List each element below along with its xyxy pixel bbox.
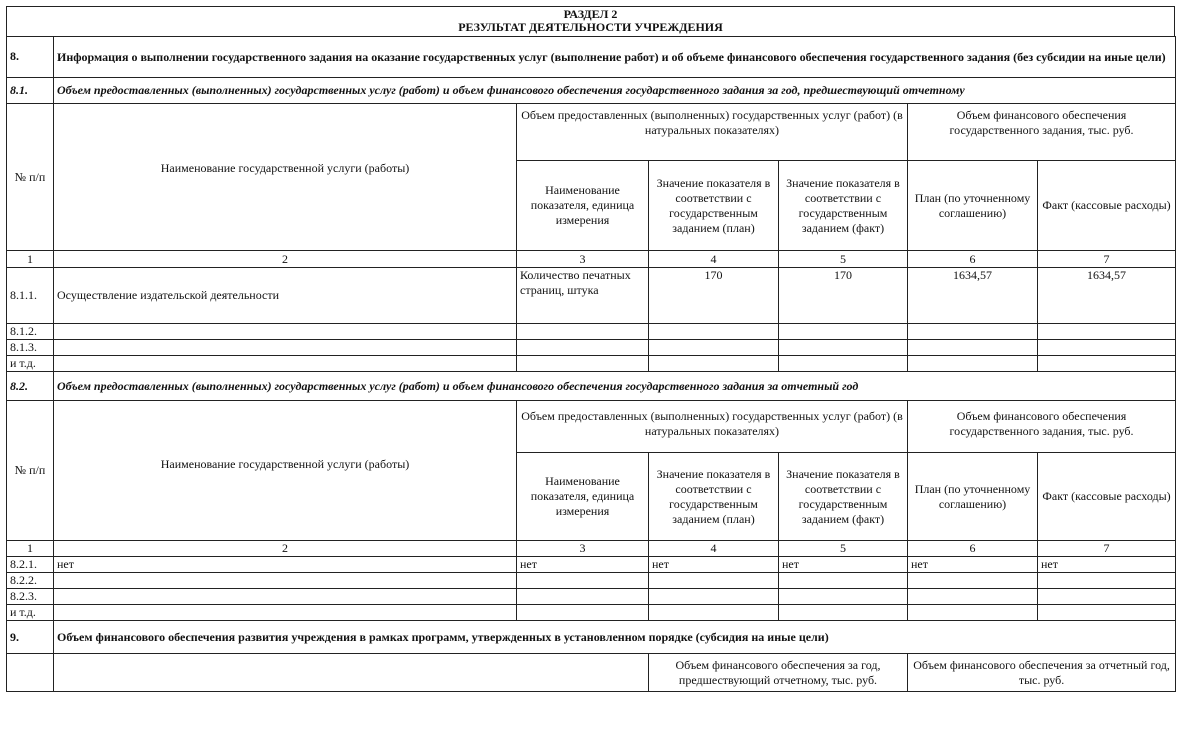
table-row — [7, 356, 1176, 372]
service-name — [54, 573, 517, 589]
table-row — [7, 573, 1176, 589]
value-plan — [649, 356, 779, 372]
table-row — [7, 268, 1176, 324]
indicator-name — [517, 324, 649, 340]
finance-fact — [1038, 340, 1176, 356]
indicator-name — [517, 573, 649, 589]
col-number: 5 — [779, 251, 908, 268]
finance-plan — [908, 573, 1038, 589]
section-9-blank-cell — [54, 654, 649, 692]
value-fact: 170 — [779, 268, 908, 324]
section-8-2-number: 8.2. — [7, 372, 54, 401]
col-number: 6 — [908, 541, 1038, 557]
volume-group-header: Объем предоставленных (выполненных) государственных услуг (работ) (в натуральных показателях) — [517, 104, 908, 161]
col-number: 4 — [649, 251, 779, 268]
section-9-blank-cell — [7, 654, 54, 692]
plan-header: План (по уточненному соглашению) — [908, 453, 1038, 541]
finance-plan: 1634,57 — [908, 268, 1038, 324]
section-header — [6, 6, 1175, 36]
value-plan-header: Значение показателя в соответствии с государственным заданием (план) — [649, 453, 779, 541]
section-8-2-title: Объем предоставленных (выполненных) государственных услуг (работ) и объем финансового обеспечения государственного задания за отчетный год — [54, 372, 1176, 401]
section-9-header-row — [7, 654, 1176, 692]
col-number: 2 — [54, 251, 517, 268]
indicator-header: Наименование показателя, единица измерения — [517, 453, 649, 541]
value-plan — [649, 340, 779, 356]
table-row — [7, 324, 1176, 340]
col-number: 3 — [517, 541, 649, 557]
report-page — [6, 6, 1175, 692]
finance-plan — [908, 589, 1038, 605]
report-year-finance-header: Объем финансового обеспечения за отчетный год, тыс. руб. — [908, 654, 1176, 692]
indicator-name — [517, 340, 649, 356]
section-8-row — [7, 37, 1176, 78]
service-name: Осуществление издательской деятельности — [54, 268, 517, 324]
value-fact — [779, 573, 908, 589]
finance-fact — [1038, 573, 1176, 589]
service-name — [54, 356, 517, 372]
value-fact — [779, 605, 908, 621]
value-plan-header: Значение показателя в соответствии с государственным заданием (план) — [649, 161, 779, 251]
indicator-name: нет — [517, 557, 649, 573]
row-number: 8.1.1. — [7, 268, 54, 324]
section-9-row — [7, 621, 1176, 654]
table-row — [7, 340, 1176, 356]
indicator-name — [517, 605, 649, 621]
row-number: 8.2.1. — [7, 557, 54, 573]
table-8-1-header-row — [7, 104, 1176, 161]
col-number: 2 — [54, 541, 517, 557]
value-fact: нет — [779, 557, 908, 573]
column-numbers-row — [7, 251, 1176, 268]
section-9-number: 9. — [7, 621, 54, 654]
fact-header: Факт (кассовые расходы) — [1038, 453, 1176, 541]
col-name-header: Наименование государственной услуги (работы) — [54, 104, 517, 251]
col-number: 1 — [7, 541, 54, 557]
fact-header: Факт (кассовые расходы) — [1038, 161, 1176, 251]
indicator-name — [517, 589, 649, 605]
finance-fact — [1038, 356, 1176, 372]
row-number: 8.2.3. — [7, 589, 54, 605]
row-number: 8.1.2. — [7, 324, 54, 340]
col-number: 7 — [1038, 251, 1176, 268]
plan-header: План (по уточненному соглашению) — [908, 161, 1038, 251]
col-num-header: № п/п — [7, 401, 54, 541]
prev-year-finance-header: Объем финансового обеспечения за год, предшествующий отчетному, тыс. руб. — [649, 654, 908, 692]
finance-plan: нет — [908, 557, 1038, 573]
col-number: 7 — [1038, 541, 1176, 557]
table-row — [7, 557, 1176, 573]
row-number: и т.д. — [7, 605, 54, 621]
col-number: 3 — [517, 251, 649, 268]
value-plan: нет — [649, 557, 779, 573]
finance-fact: 1634,57 — [1038, 268, 1176, 324]
table-row — [7, 589, 1176, 605]
value-plan — [649, 573, 779, 589]
finance-plan — [908, 356, 1038, 372]
value-fact — [779, 324, 908, 340]
finance-fact — [1038, 605, 1176, 621]
value-plan — [649, 605, 779, 621]
col-num-header: № п/п — [7, 104, 54, 251]
row-number: 8.2.2. — [7, 573, 54, 589]
col-number: 1 — [7, 251, 54, 268]
row-number: и т.д. — [7, 356, 54, 372]
table-8-2-header-row — [7, 401, 1176, 453]
service-name — [54, 324, 517, 340]
col-number: 6 — [908, 251, 1038, 268]
finance-plan — [908, 605, 1038, 621]
indicator-name: Количество печатных страниц, штука — [517, 268, 649, 324]
value-fact-header: Значение показателя в соответствии с государственным заданием (факт) — [779, 453, 908, 541]
finance-plan — [908, 340, 1038, 356]
service-name: нет — [54, 557, 517, 573]
column-numbers-row — [7, 541, 1176, 557]
value-fact-header: Значение показателя в соответствии с государственным заданием (факт) — [779, 161, 908, 251]
finance-fact: нет — [1038, 557, 1176, 573]
section-8-1-number: 8.1. — [7, 78, 54, 104]
report-table — [6, 36, 1176, 692]
service-name — [54, 589, 517, 605]
indicator-name — [517, 356, 649, 372]
finance-group-header: Объем финансового обеспечения государственного задания, тыс. руб. — [908, 104, 1176, 161]
value-plan: 170 — [649, 268, 779, 324]
volume-group-header: Объем предоставленных (выполненных) государственных услуг (работ) (в натуральных показателях) — [517, 401, 908, 453]
table-row — [7, 605, 1176, 621]
service-name — [54, 605, 517, 621]
service-name — [54, 340, 517, 356]
section-subtitle: РЕЗУЛЬТАТ ДЕЯТЕЛЬНОСТИ УЧРЕЖДЕНИЯ — [458, 20, 723, 34]
value-plan — [649, 324, 779, 340]
section-8-text: Информация о выполнении государственного задания на оказание государственных услуг (выполнение работ) и об объеме финансового обеспечения государственного задания (без субсидии на иные цели) — [54, 37, 1176, 78]
col-number: 4 — [649, 541, 779, 557]
finance-fact — [1038, 589, 1176, 605]
section-title: РАЗДЕЛ 2 — [563, 7, 618, 21]
col-name-header: Наименование государственной услуги (работы) — [54, 401, 517, 541]
row-number: 8.1.3. — [7, 340, 54, 356]
finance-group-header: Объем финансового обеспечения государственного задания, тыс. руб. — [908, 401, 1176, 453]
section-8-1-row — [7, 78, 1176, 104]
value-plan — [649, 589, 779, 605]
section-8-number: 8. — [7, 37, 54, 78]
section-8-1-title: Объем предоставленных (выполненных) государственных услуг (работ) и объем финансового обеспечения государственного задания за год, предшествующий отчетному — [54, 78, 1176, 104]
finance-plan — [908, 324, 1038, 340]
section-8-2-row — [7, 372, 1176, 401]
value-fact — [779, 356, 908, 372]
section-9-title: Объем финансового обеспечения развития учреждения в рамках программ, утвержденных в установленном порядке (субсидия на иные цели) — [54, 621, 1176, 654]
col-number: 5 — [779, 541, 908, 557]
finance-fact — [1038, 324, 1176, 340]
value-fact — [779, 340, 908, 356]
indicator-header: Наименование показателя, единица измерения — [517, 161, 649, 251]
value-fact — [779, 589, 908, 605]
